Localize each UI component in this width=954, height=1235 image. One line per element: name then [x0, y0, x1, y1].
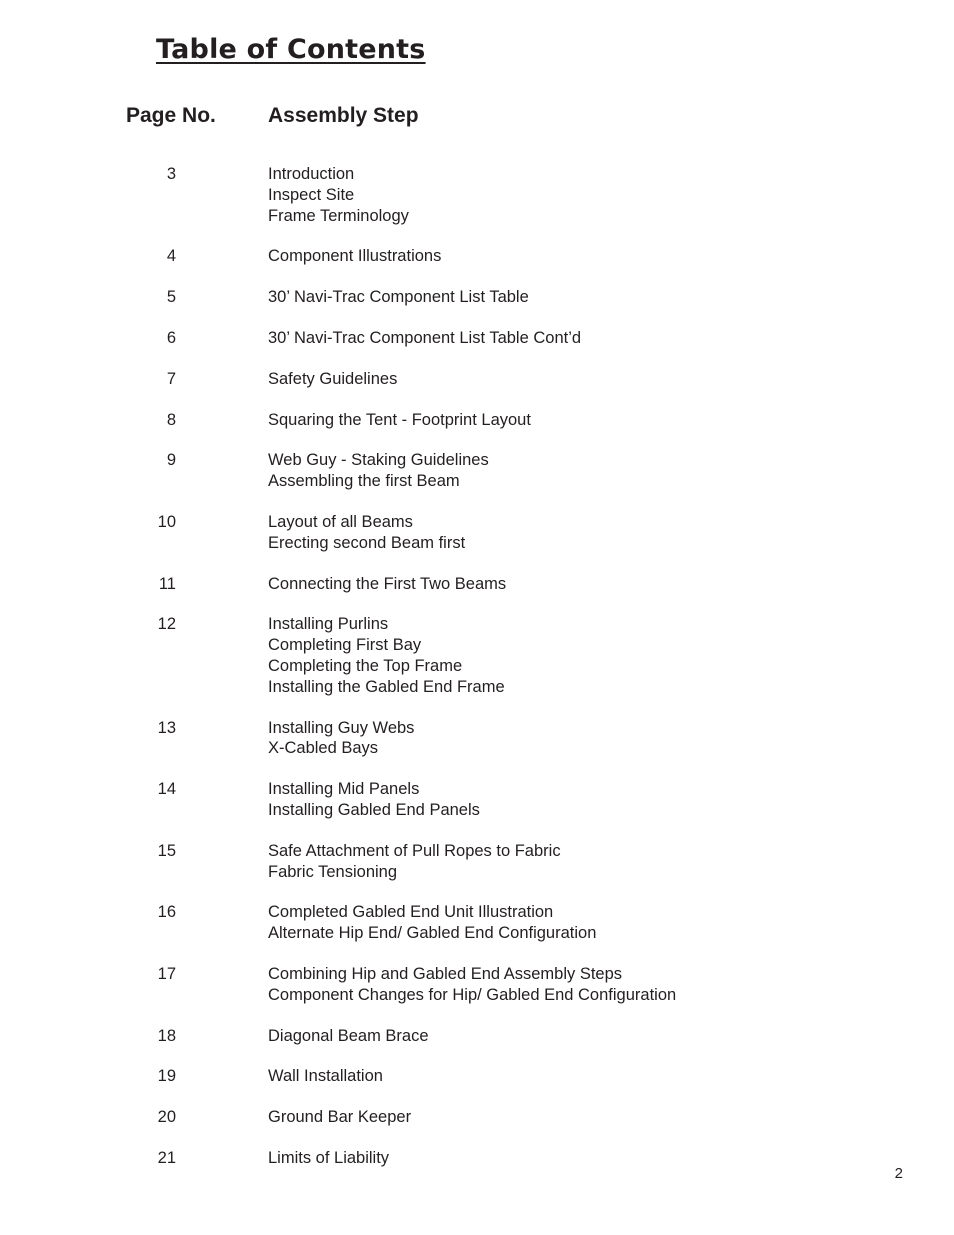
toc-step-title: Web Guy - Staking Guidelines: [268, 451, 489, 470]
toc-entry-page-number: 3: [166, 165, 176, 183]
toc-entry-page-number: 13: [157, 718, 176, 737]
toc-entry-page-number: 9: [166, 451, 176, 470]
toc-entry-page-number: 4: [166, 247, 176, 266]
toc-entry: [0, 410, 954, 431]
document-title: Table of Contents: [156, 34, 426, 65]
toc-entry-page-number: 20: [157, 1108, 176, 1127]
toc-entry-steps: [268, 287, 954, 308]
page-number-column-header: Page No.: [126, 104, 216, 127]
toc-entry-steps: [268, 1148, 954, 1169]
toc-step-title: Component Illustrations: [268, 247, 442, 266]
toc-entry: [0, 1107, 954, 1128]
toc-entry: [0, 328, 954, 349]
toc-entry: [0, 574, 954, 595]
toc-step-title: Inspect Site: [268, 185, 355, 204]
toc-step-title: Safe Attachment of Pull Ropes to Fabric: [268, 841, 561, 860]
toc-entry-steps: [268, 164, 954, 226]
toc-entry-page-number: 18: [157, 1026, 176, 1045]
toc-step-title: Wall Installation: [268, 1067, 383, 1086]
toc-entry: [0, 902, 954, 944]
toc-step-title: Erecting second Beam first: [268, 533, 466, 552]
assembly-step-column-header: Assembly Step: [268, 104, 419, 127]
toc-entry: [0, 1148, 954, 1169]
toc-step-title: 30’ Navi-Trac Component List Table: [268, 288, 529, 307]
toc-entry-page-number: 16: [157, 903, 176, 922]
toc-step-title: Fabric Tensioning: [268, 862, 398, 881]
toc-entry: [0, 246, 954, 267]
toc-step-title: Completed Gabled End Unit Illustration: [268, 903, 554, 922]
toc-entry-page-number: 12: [157, 615, 176, 634]
toc-entry: [0, 964, 954, 1006]
toc-entry-page-number: 17: [157, 964, 176, 983]
toc-step-title: Squaring the Tent - Footprint Layout: [268, 410, 531, 429]
toc-entry-page-number: 7: [166, 369, 176, 388]
toc-entry-steps: [268, 512, 954, 554]
toc-step-title: 30’ Navi-Trac Component List Table Cont’d: [268, 328, 582, 347]
toc-entry-steps: [268, 779, 954, 821]
toc-entry-page-number: 19: [157, 1067, 176, 1086]
toc-step-title: Ground Bar Keeper: [268, 1108, 412, 1127]
toc-entry: [0, 287, 954, 308]
toc-entry-page-number: 5: [166, 288, 176, 307]
toc-entry-page-number: 8: [166, 410, 176, 429]
toc-entry-steps: [268, 450, 954, 492]
toc-step-title: Limits of Liability: [268, 1148, 390, 1167]
toc-entry-steps: [268, 246, 954, 267]
toc-entry-page-number: 21: [157, 1148, 176, 1167]
toc-step-title: Combining Hip and Gabled End Assembly Steps: [268, 964, 623, 983]
toc-step-title: Layout of all Beams: [268, 512, 413, 531]
toc-entry: [0, 450, 954, 492]
page-number: 2: [894, 1165, 903, 1182]
toc-entry-list: [0, 164, 954, 1189]
toc-entry-steps: [268, 574, 954, 595]
toc-entry: [0, 512, 954, 554]
toc-entry: [0, 841, 954, 883]
toc-step-title: Diagonal Beam Brace: [268, 1026, 429, 1045]
toc-entry-steps: [268, 964, 954, 1006]
toc-step-title: Completing the Top Frame: [268, 656, 463, 675]
toc-entry-page-number: 6: [166, 328, 176, 347]
toc-step-title: X-Cabled Bays: [268, 739, 379, 758]
toc-step-title: Installing Guy Webs: [268, 718, 415, 737]
toc-step-title: Completing First Bay: [268, 636, 422, 655]
toc-step-title: Introduction: [268, 165, 355, 183]
toc-entry: [0, 779, 954, 821]
toc-step-title: Installing Gabled End Panels: [268, 800, 480, 819]
toc-entry: [0, 369, 954, 390]
toc-step-title: Installing Mid Panels: [268, 780, 420, 799]
toc-entry-steps: [268, 369, 954, 390]
toc-entry-page-number: 15: [157, 841, 176, 860]
toc-entry-steps: [268, 1107, 954, 1128]
toc-entry: [0, 614, 954, 697]
toc-step-title: Connecting the First Two Beams: [268, 574, 507, 593]
toc-entry: [0, 718, 954, 760]
toc-entry-steps: [268, 410, 954, 431]
toc-entry-steps: [268, 328, 954, 349]
toc-step-title: Frame Terminology: [268, 206, 409, 225]
toc-step-title: Assembling the first Beam: [268, 472, 460, 491]
toc-entry: [0, 164, 954, 226]
toc-entry-steps: [268, 614, 954, 697]
toc-entry-page-number: 10: [157, 512, 176, 531]
toc-entry-steps: [268, 841, 954, 883]
toc-entry-steps: [268, 1066, 954, 1087]
toc-step-title: Alternate Hip End/ Gabled End Configuration: [268, 924, 597, 943]
toc-entry: [0, 1026, 954, 1047]
toc-entry-steps: [268, 1026, 954, 1047]
toc-entry-page-number: 14: [157, 780, 176, 799]
toc-step-title: Installing Purlins: [268, 615, 389, 634]
toc-entry-steps: [268, 718, 954, 760]
toc-entry-page-number: 11: [158, 574, 176, 593]
toc-step-title: Component Changes for Hip/ Gabled End Configuration: [268, 985, 677, 1004]
toc-entry-steps: [268, 902, 954, 944]
toc-entry: [0, 1066, 954, 1087]
toc-step-title: Installing the Gabled End Frame: [268, 677, 505, 696]
toc-step-title: Safety Guidelines: [268, 369, 398, 388]
